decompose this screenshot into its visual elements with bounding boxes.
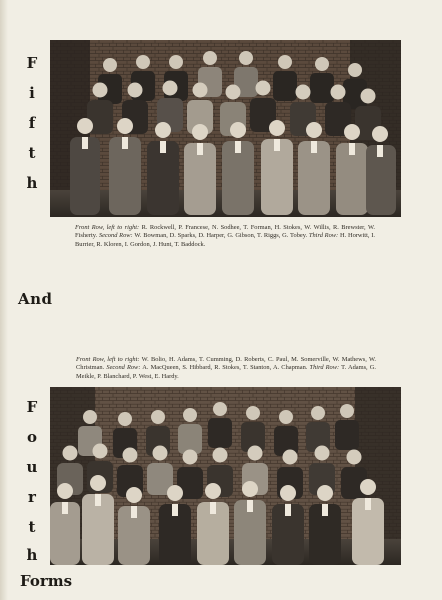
- heading-forms-text: Forms: [20, 572, 73, 590]
- heading-forms: [20, 572, 73, 590]
- heading-letter-h2: h: [26, 546, 38, 564]
- caption-bottom-row1-names: W. Bolio, H. Adams, T. Cumming, D. Roberts, C. Paul, M. Somerville, W. Mathews, W. Christman.: [76, 356, 376, 372]
- caption-bottom-row2-names: A. MacQueen, S. Hibbard, R. Stokes, T. Stanton, A. Chapman.: [142, 364, 308, 372]
- heading-letter-f2: f: [28, 114, 36, 132]
- caption-bottom-row2-label: Second Row:: [106, 364, 141, 372]
- caption-bottom-row3-label: Third Row:: [309, 364, 340, 372]
- caption-bottom-row1-label: Front Row, left to right:: [76, 356, 140, 363]
- caption-top-row1-label: Front Row, left to right:: [75, 224, 140, 231]
- group-photo-illustration-2: [50, 387, 401, 565]
- page-edge-shadow: [0, 0, 8, 600]
- caption-top-row3-names: H. Horwitt, I. Burrier, R. Kloren, I. Gordon, J. Hunt, T. Baddock.: [75, 232, 375, 248]
- caption-top-row2-label: Second Row:: [98, 232, 133, 240]
- heading-letter-t: t: [28, 144, 36, 162]
- heading-letter-u: u: [26, 458, 38, 476]
- class-photo-fifth-form: [50, 40, 401, 217]
- caption-top-row3-label: Third Row:: [308, 232, 339, 240]
- class-photo-fourth-form: [50, 387, 401, 565]
- caption-bottom-row3-names: T. Adams, G. Meikle, P. Blanchard, P. West, E. Hardy.: [76, 364, 376, 380]
- caption-fifth-form: [75, 224, 375, 249]
- heading-letter-i: i: [29, 84, 35, 102]
- group-photo-illustration: [50, 40, 401, 217]
- heading-letter-o: o: [26, 428, 37, 446]
- heading-and: And: [18, 290, 53, 308]
- caption-top-row2-names: W. Bowman, D. Sparks, D. Harper, G. Gibson, T. Riggs, G. Tobey.: [134, 232, 308, 240]
- caption-top-row1-names: R. Rockwell, P. Francese, N. Sodhee, T. Forman, H. Stokes, W. Willis, R. Brewster, W. Fisherty.: [75, 224, 375, 240]
- heading-letter-f: F: [26, 54, 38, 72]
- caption-fourth-form: [76, 356, 376, 381]
- heading-letter-h: h: [26, 174, 38, 192]
- heading-letter-r: r: [28, 488, 36, 506]
- heading-letter-t2: t: [28, 518, 36, 536]
- heading-letter-f3: F: [26, 398, 38, 416]
